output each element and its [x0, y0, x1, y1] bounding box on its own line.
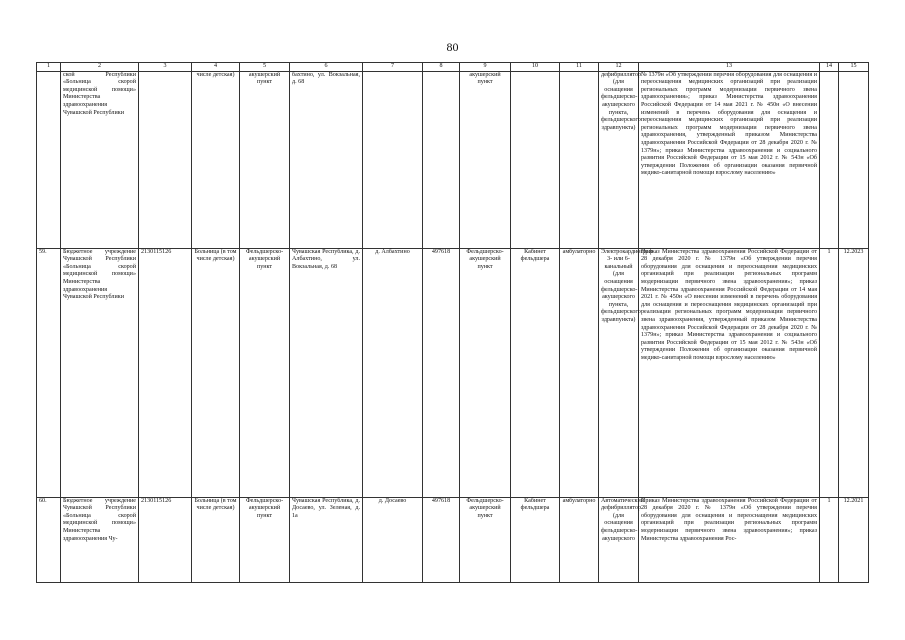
cell-inn: 2130115126: [139, 248, 192, 497]
cell-unit-type: акушерский пункт: [240, 71, 290, 248]
column-number: 7: [363, 63, 423, 72]
column-number: 1: [37, 63, 61, 72]
cell-unit-type: Фельдшерско-акушерский пункт: [240, 497, 290, 582]
equipment-table: [36, 62, 869, 583]
cell-organization: Бюджетное учреждение Чувашской Республики «Больница скорой медицинской помощи» Министерства здравоохранения Чу-: [61, 497, 139, 582]
cell-room: [511, 71, 560, 248]
cell-org-type: числе детская): [192, 71, 240, 248]
cell-org-type: Больница (в том числе детская): [192, 248, 240, 497]
cell-address: Чувашская Республика, д. Албахтино, ул. Вокзальная, д. 68: [290, 248, 363, 497]
page-number: 80: [446, 40, 459, 54]
column-number: 15: [839, 63, 869, 72]
cell-settlement: д. Досаево: [363, 497, 423, 582]
table-row: [37, 248, 869, 497]
column-number: 6: [290, 63, 363, 72]
cell-legal-basis: Приказ Министерства здравоохранения Российской Федерации от 28 декабря 2020 г. № 1379н «Об утверждении перечня оборудования для оснащения и переоснащения медицинских организаций при реализации региональных программ модернизации первичного звена здравоохранения»; приказ Министерства здравоохранения Рос-: [639, 497, 820, 582]
cell-department: Фельдшерско-акушерский пункт: [460, 248, 511, 497]
column-number: 4: [192, 63, 240, 72]
cell-row-number: [37, 71, 61, 248]
column-number: 9: [460, 63, 511, 72]
column-number: 3: [139, 63, 192, 72]
column-number: 8: [423, 63, 460, 72]
column-number: 10: [511, 63, 560, 72]
cell-quantity: 1: [820, 497, 839, 582]
cell-care-form: амбулаторно: [560, 248, 599, 497]
cell-unit-type: Фельдшерско-акушерский пункт: [240, 248, 290, 497]
cell-code: 497618: [423, 248, 460, 497]
cell-row-number: 60.: [37, 497, 61, 582]
cell-organization: Бюджетное учреждение Чувашской Республики «Больница скорой медицинской помощи» Министерства здравоохранения Чувашской Республики: [61, 248, 139, 497]
cell-org-type: Больница (в том числе детская): [192, 497, 240, 582]
cell-address: бахтино, ул. Вокзальная, д. 68: [290, 71, 363, 248]
cell-row-number: 59.: [37, 248, 61, 497]
column-number: 13: [639, 63, 820, 72]
column-number: 12: [599, 63, 639, 72]
column-number: 14: [820, 63, 839, 72]
cell-inn: 2130115126: [139, 497, 192, 582]
cell-quantity: 1: [820, 248, 839, 497]
column-number: 11: [560, 63, 599, 72]
column-number: 2: [61, 63, 139, 72]
cell-legal-basis: Приказ Министерства здравоохранения Российской Федерации от 28 декабря 2020 г. № 1379н «Об утверждении перечня оборудования для оснащения и переоснащения медицинских организаций при реализации региональных программ модернизации первичного звена здравоохранения»; приказ Министерства здравоохранения Российской Федерации от 14 мая 2021 г. № 450н «О внесении изменений в перечень оборудования для оснащения и переоснащения медицинских организаций при реализации региональных программ модернизации первичного звена здравоохранения, утвержденный приказом Министерства здравоохранения Российской Федерации от 28 декабря 2020 г. № 1379н»; приказ Министерства здравоохранения и социального развития Российской Федерации от 15 мая 2012 г. № 543н «Об утверждении Положения об организации оказания первичной медико-санитарной помощи взрослому населению»: [639, 248, 820, 497]
cell-organization: ской Республики «Больница скорой медицинской помощи» Министерства здравоохранения Чувашской Республики: [61, 71, 139, 248]
cell-date: 12.2021: [839, 497, 869, 582]
table-row: [37, 497, 869, 582]
cell-code: [423, 71, 460, 248]
cell-legal-basis: № 1379н «Об утверждении перечня оборудования для оснащения и переоснащения медицинских организаций при реализации региональных программ модернизации первичного звена здравоохранения»; приказ Министерства здравоохранения Российской Федерации от 14 мая 2021 г. № 450н «О внесении изменений в перечень оборудования для оснащения и переоснащения медицинских организаций при реализации региональных программ модернизации первичного звена здравоохранения, утвержденный приказом Министерства здравоохранения Российской Федерации от 28 декабря 2020 г. № 1379н»; приказ Министерства здравоохранения и социального развития Российской Федерации от 15 мая 2012 г. № 543н «Об утверждении Положения об организации оказания первичной медико-санитарной помощи взрослому населению»: [639, 71, 820, 248]
cell-date: [839, 71, 869, 248]
cell-address: Чувашская Республика, д. Досаево, ул. Зеленая, д. 1а: [290, 497, 363, 582]
cell-equipment: Автоматический дефибриллятор (для оснащения фельдшерско-акушерского: [599, 497, 639, 582]
cell-settlement: д. Албахтино: [363, 248, 423, 497]
cell-department: Фельдшерско-акушерский пункт: [460, 497, 511, 582]
column-number: 5: [240, 63, 290, 72]
cell-room: Кабинет фельдшера: [511, 248, 560, 497]
cell-room: Кабинет фельдшера: [511, 497, 560, 582]
table-row-continued: [37, 71, 869, 248]
cell-department: акушерский пункт: [460, 71, 511, 248]
cell-quantity: [820, 71, 839, 248]
cell-inn: [139, 71, 192, 248]
cell-care-form: [560, 71, 599, 248]
cell-code: 497618: [423, 497, 460, 582]
cell-equipment: Электрокардиограф 3- или 6-канальный (для оснащения фельдшерско-акушерского пункта, фельдшерского здравпункта): [599, 248, 639, 497]
column-number-row: [37, 63, 869, 72]
cell-care-form: амбулаторно: [560, 497, 599, 582]
cell-settlement: [363, 71, 423, 248]
cell-date: 12.2023: [839, 248, 869, 497]
cell-equipment: дефибриллятор (для оснащения фельдшерско-акушерского пункта, фельдшерского здравпункта): [599, 71, 639, 248]
